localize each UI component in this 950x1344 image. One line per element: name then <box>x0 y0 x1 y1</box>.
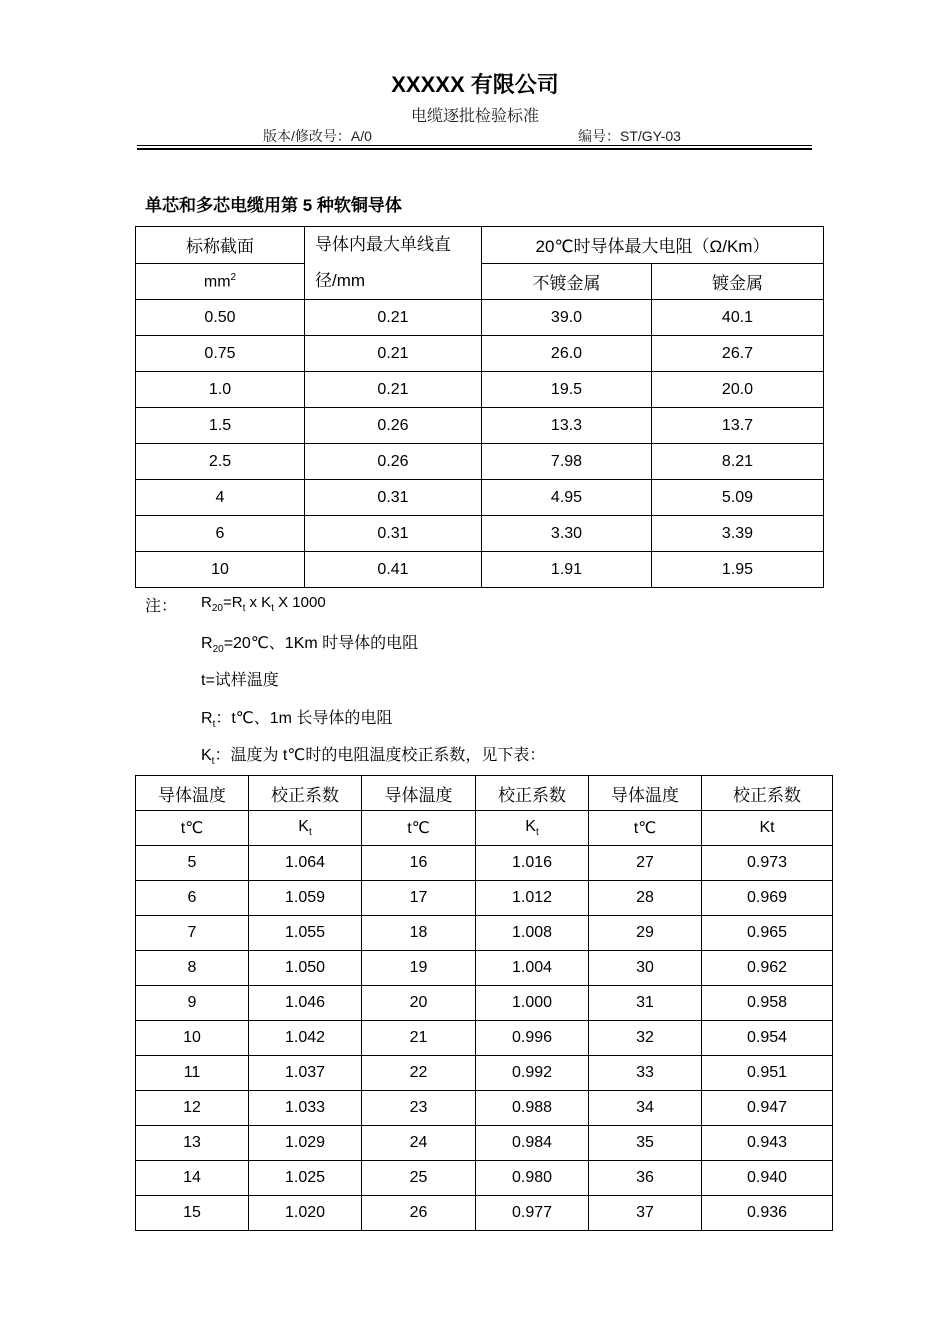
cell-section: 0.50 <box>136 300 305 336</box>
cell-diameter: 0.21 <box>305 372 482 408</box>
cell-coef: 0.988 <box>476 1091 589 1126</box>
cell-temp: 27 <box>589 846 702 881</box>
table-row <box>136 1021 833 1056</box>
cell-temp: 30 <box>589 951 702 986</box>
cell-plain: 26.0 <box>482 336 652 372</box>
cell-coef: 0.951 <box>702 1056 833 1091</box>
table-row <box>136 951 833 986</box>
cell-coef: 1.029 <box>249 1126 362 1161</box>
cell-temp: 5 <box>136 846 249 881</box>
cell-plain: 4.95 <box>482 480 652 516</box>
note-line-kt <box>201 742 545 767</box>
cell-temp: 36 <box>589 1161 702 1196</box>
cell-temp: 37 <box>589 1196 702 1231</box>
section-unit: mm <box>203 272 231 290</box>
rt-symbol: R <box>201 710 213 727</box>
cell-diameter: 0.31 <box>305 516 482 552</box>
table-row <box>136 372 824 408</box>
table-row <box>136 336 824 372</box>
header-plated-cell <box>652 263 824 300</box>
table-row <box>136 846 833 881</box>
cell-diameter: 0.41 <box>305 552 482 588</box>
cell-coef: 1.004 <box>476 951 589 986</box>
header-plain-cell <box>482 263 652 300</box>
cell-coef: 1.033 <box>249 1091 362 1126</box>
cell-coef: 0.996 <box>476 1021 589 1056</box>
formula-x: x K <box>245 594 272 611</box>
note-formula-line <box>145 593 326 616</box>
rt-text: ：t℃、1m 长导体的电阻 <box>215 710 393 727</box>
cell-coef: 1.012 <box>476 881 589 916</box>
r20-sub: 20 <box>212 644 224 656</box>
cell-plated: 8.21 <box>652 444 824 480</box>
header-rule-thick <box>137 148 812 150</box>
cell-plain: 1.91 <box>482 552 652 588</box>
header-resistance-label: 20℃时导体最大电阻（Ω/Km） <box>535 237 770 257</box>
table-row <box>136 516 824 552</box>
header-diameter-cell <box>305 227 482 300</box>
cell-coef: 1.042 <box>249 1021 362 1056</box>
cell-temp: 17 <box>362 881 476 916</box>
cell-coef: 0.969 <box>702 881 833 916</box>
header-plated-label: 镀金属 <box>712 273 763 293</box>
table-row <box>136 300 824 336</box>
cell-temp: 29 <box>589 916 702 951</box>
section-title: 单芯和多芯电缆用第 5 种软铜导体 <box>145 196 402 215</box>
table-row <box>136 1161 833 1196</box>
header-rule-thin <box>137 145 812 146</box>
cell-temp: 12 <box>136 1091 249 1126</box>
cell-temp: 16 <box>362 846 476 881</box>
conductor-table <box>135 226 824 588</box>
cell-coef: 0.984 <box>476 1126 589 1161</box>
cell-plain: 3.30 <box>482 516 652 552</box>
cell-section: 10 <box>136 552 305 588</box>
note-line-r20 <box>201 630 418 655</box>
cell-coef: 1.064 <box>249 846 362 881</box>
cell-plated: 20.0 <box>652 372 824 408</box>
cell-coef: 0.958 <box>702 986 833 1021</box>
header-diameter-label: 导体内最大单线直径/mm <box>315 235 451 290</box>
unit-temp-3: t℃ <box>589 811 702 846</box>
cell-temp: 19 <box>362 951 476 986</box>
cell-diameter: 0.21 <box>305 336 482 372</box>
cell-temp: 34 <box>589 1091 702 1126</box>
cell-plated: 40.1 <box>652 300 824 336</box>
cell-section: 4 <box>136 480 305 516</box>
formula-tail: X 1000 <box>273 594 326 611</box>
note-line-t: t=试样温度 <box>201 672 279 689</box>
header-resistance-cell <box>482 227 824 264</box>
cell-section: 1.5 <box>136 408 305 444</box>
cell-coef: 0.977 <box>476 1196 589 1231</box>
table-row <box>136 881 833 916</box>
cell-coef: 1.050 <box>249 951 362 986</box>
cell-diameter: 0.31 <box>305 480 482 516</box>
header-section-cell <box>136 227 305 264</box>
table-row <box>136 444 824 480</box>
unit-coef-3: Kt <box>702 811 833 846</box>
kt-sub: t <box>211 756 215 768</box>
head-coef-1: 校正系数 <box>249 776 362 811</box>
table-row <box>136 1056 833 1091</box>
cell-coef: 1.008 <box>476 916 589 951</box>
section-unit-sup: 2 <box>230 271 237 283</box>
kt-text: ：温度为 t℃时的电阻温度校正系数，见下表： <box>214 747 546 764</box>
cell-temp: 15 <box>136 1196 249 1231</box>
head-temp-3: 导体温度 <box>589 776 702 811</box>
cell-coef: 0.980 <box>476 1161 589 1196</box>
formula-k-sub: t <box>271 603 274 614</box>
cell-coef: 0.940 <box>702 1161 833 1196</box>
cell-plated: 1.95 <box>652 552 824 588</box>
cell-coef: 0.943 <box>702 1126 833 1161</box>
kt-symbol: K <box>201 747 212 764</box>
cell-temp: 20 <box>362 986 476 1021</box>
cell-temp: 32 <box>589 1021 702 1056</box>
unit-temp-2: t℃ <box>362 811 476 846</box>
cell-coef: 0.954 <box>702 1021 833 1056</box>
head-coef-2: 校正系数 <box>476 776 589 811</box>
cell-temp: 14 <box>136 1161 249 1196</box>
cell-coef: 0.947 <box>702 1091 833 1126</box>
cell-section: 6 <box>136 516 305 552</box>
table-row <box>136 986 833 1021</box>
table-row <box>136 480 824 516</box>
note-formula <box>201 594 326 614</box>
head-temp-2: 导体温度 <box>362 776 476 811</box>
unit-k-sub-2: t <box>535 827 539 839</box>
unit-k-sub-1: t <box>308 827 312 839</box>
cell-coef: 0.936 <box>702 1196 833 1231</box>
unit-temp-1: t℃ <box>136 811 249 846</box>
cell-coef: 1.000 <box>476 986 589 1021</box>
cell-plain: 13.3 <box>482 408 652 444</box>
cell-plated: 26.7 <box>652 336 824 372</box>
head-temp-1: 导体温度 <box>136 776 249 811</box>
r20-text: =20℃、1Km 时导体的电阻 <box>223 635 419 652</box>
cell-temp: 10 <box>136 1021 249 1056</box>
unit-k-2: K <box>525 817 536 835</box>
cell-temp: 26 <box>362 1196 476 1231</box>
version-label: 版本/修改号：A/0 <box>263 128 372 144</box>
cell-temp: 21 <box>362 1021 476 1056</box>
table-row <box>136 552 824 588</box>
unit-k-1: K <box>298 817 309 835</box>
r20-symbol: R <box>201 635 213 652</box>
cell-coef: 0.973 <box>702 846 833 881</box>
unit-coef-1 <box>249 811 362 846</box>
cell-temp: 25 <box>362 1161 476 1196</box>
cell-coef: 1.055 <box>249 916 362 951</box>
cell-coef: 0.965 <box>702 916 833 951</box>
cell-coef: 0.992 <box>476 1056 589 1091</box>
table-row <box>136 1126 833 1161</box>
cell-temp: 11 <box>136 1056 249 1091</box>
cell-temp: 35 <box>589 1126 702 1161</box>
cell-coef: 1.016 <box>476 846 589 881</box>
cell-coef: 1.059 <box>249 881 362 916</box>
cell-temp: 24 <box>362 1126 476 1161</box>
cell-temp: 9 <box>136 986 249 1021</box>
table-row <box>136 1196 833 1231</box>
cell-plain: 7.98 <box>482 444 652 480</box>
cell-coef: 1.025 <box>249 1161 362 1196</box>
cell-section: 0.75 <box>136 336 305 372</box>
cell-coef: 1.020 <box>249 1196 362 1231</box>
header-section-unit-cell <box>136 263 305 300</box>
table-row <box>136 408 824 444</box>
cell-temp: 8 <box>136 951 249 986</box>
formula-r-sub: 20 <box>211 603 223 614</box>
note-label: 注： <box>145 598 178 615</box>
cell-plated: 5.09 <box>652 480 824 516</box>
cell-diameter: 0.21 <box>305 300 482 336</box>
formula-t-sub: t <box>242 603 246 614</box>
rt-sub: t <box>212 719 216 731</box>
header-plain-label: 不镀金属 <box>532 273 601 293</box>
formula-eq: =R <box>222 594 243 611</box>
cell-temp: 7 <box>136 916 249 951</box>
cell-plated: 3.39 <box>652 516 824 552</box>
cell-temp: 22 <box>362 1056 476 1091</box>
cell-section: 1.0 <box>136 372 305 408</box>
unit-coef-2 <box>476 811 589 846</box>
cell-temp: 31 <box>589 986 702 1021</box>
cell-coef: 1.046 <box>249 986 362 1021</box>
document-code: 编号：ST/GY-03 <box>578 128 681 144</box>
company-name: XXXXX 有限公司 <box>391 72 559 97</box>
correction-table <box>135 775 833 1231</box>
table-row <box>136 1091 833 1126</box>
cell-diameter: 0.26 <box>305 408 482 444</box>
table-row <box>136 916 833 951</box>
cell-section: 2.5 <box>136 444 305 480</box>
cell-temp: 18 <box>362 916 476 951</box>
cell-temp: 6 <box>136 881 249 916</box>
cell-temp: 13 <box>136 1126 249 1161</box>
document-subtitle: 电缆逐批检验标准 <box>410 108 539 125</box>
formula-r: R <box>201 594 212 611</box>
cell-temp: 28 <box>589 881 702 916</box>
cell-plain: 19.5 <box>482 372 652 408</box>
header-section-label: 标称截面 <box>186 237 254 257</box>
cell-plated: 13.7 <box>652 408 824 444</box>
note-line-rt <box>201 705 392 730</box>
cell-coef: 0.962 <box>702 951 833 986</box>
cell-plain: 39.0 <box>482 300 652 336</box>
cell-diameter: 0.26 <box>305 444 482 480</box>
head-coef-3: 校正系数 <box>702 776 833 811</box>
cell-coef: 1.037 <box>249 1056 362 1091</box>
cell-temp: 23 <box>362 1091 476 1126</box>
cell-temp: 33 <box>589 1056 702 1091</box>
